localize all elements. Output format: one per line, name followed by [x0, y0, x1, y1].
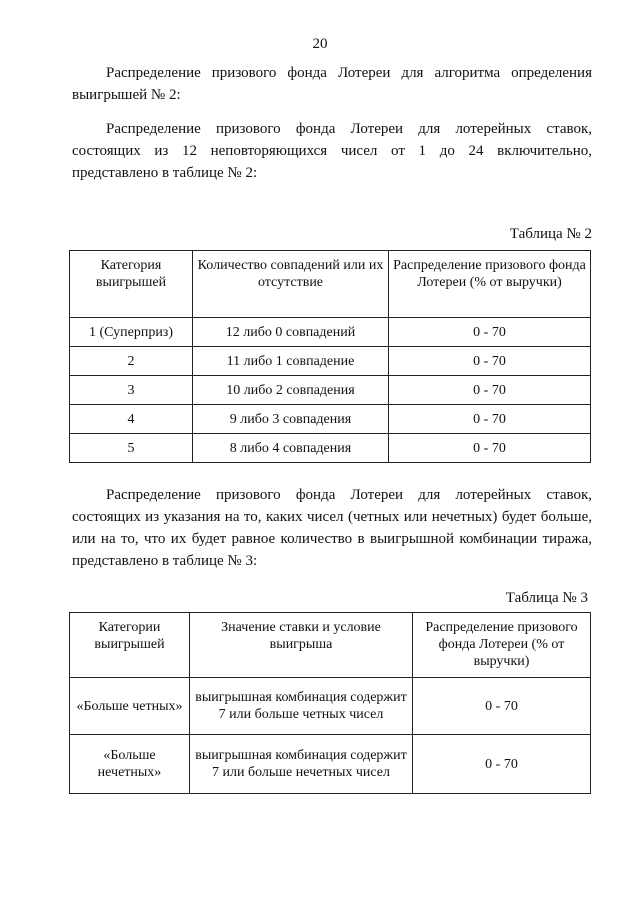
table-row — [70, 318, 591, 347]
table-row — [70, 678, 591, 735]
table2-cell: 4 — [70, 405, 193, 434]
table3-header-row — [70, 613, 591, 678]
table2-header-row — [70, 251, 591, 318]
page-number: 20 — [312, 36, 328, 52]
table2-cell: 0 - 70 — [389, 318, 591, 347]
table2-cell: 0 - 70 — [389, 376, 591, 405]
table2-header-distribution: Распределение призового фонда Лотереи (% от выручки) — [389, 251, 591, 318]
table2-cell: 12 либо 0 совпадений — [193, 318, 389, 347]
table3-cell: выигрышная комбинация содержит 7 или больше нечетных чисел — [190, 735, 413, 794]
table3-cell: 0 - 70 — [413, 735, 591, 794]
table2 — [69, 250, 591, 463]
table2-cell: 2 — [70, 347, 193, 376]
paragraph-table3-intro: Распределение призового фонда Лотереи для лотерейных ставок, состоящих из указания на то, каких чисел (четных или нечетных) будет больше, или на то, что их будет равное количество в выигрышной комбинации тиража, представлено в таблице № 3: — [72, 487, 592, 569]
table2-cell: 11 либо 1 совпадение — [193, 347, 389, 376]
table-row — [70, 735, 591, 794]
table2-cell: 8 либо 4 совпадения — [193, 434, 389, 463]
table3-header-condition: Значение ставки и условие выигрыша — [190, 613, 413, 678]
table-row — [70, 405, 591, 434]
table2-cell: 3 — [70, 376, 193, 405]
table2-caption: Таблица № 2 — [509, 226, 592, 242]
table-row — [70, 347, 591, 376]
table3-caption: Таблица № 3 — [505, 590, 588, 606]
table3 — [69, 612, 591, 794]
paragraph-intro: Распределение призового фонда Лотереи для алгоритма определения выигрышей № 2: — [72, 65, 592, 103]
table2-cell: 0 - 70 — [389, 347, 591, 376]
table2-cell: 1 (Суперприз) — [70, 318, 193, 347]
table2-cell: 10 либо 2 совпадения — [193, 376, 389, 405]
table3-header-distribution: Распределение призового фонда Лотереи (% от выручки) — [413, 613, 591, 678]
table2-cell: 0 - 70 — [389, 405, 591, 434]
table3-cell: выигрышная комбинация содержит 7 или больше четных чисел — [190, 678, 413, 735]
table2-header-category: Категория выигрышей — [70, 251, 193, 318]
table3-cell: «Больше нечетных» — [70, 735, 190, 794]
table-row — [70, 376, 591, 405]
paragraph-table2-intro: Распределение призового фонда Лотереи для лотерейных ставок, состоящих из 12 неповторяющихся чисел от 1 до 24 включительно, представлено в таблице № 2: — [72, 121, 592, 181]
table2-cell: 5 — [70, 434, 193, 463]
table3-header-category: Категории выигрышей — [70, 613, 190, 678]
table2-cell: 0 - 70 — [389, 434, 591, 463]
table3-cell: 0 - 70 — [413, 678, 591, 735]
table-row — [70, 434, 591, 463]
table3-cell: «Больше четных» — [70, 678, 190, 735]
table2-header-matches: Количество совпадений или их отсутствие — [193, 251, 389, 318]
table2-cell: 9 либо 3 совпадения — [193, 405, 389, 434]
